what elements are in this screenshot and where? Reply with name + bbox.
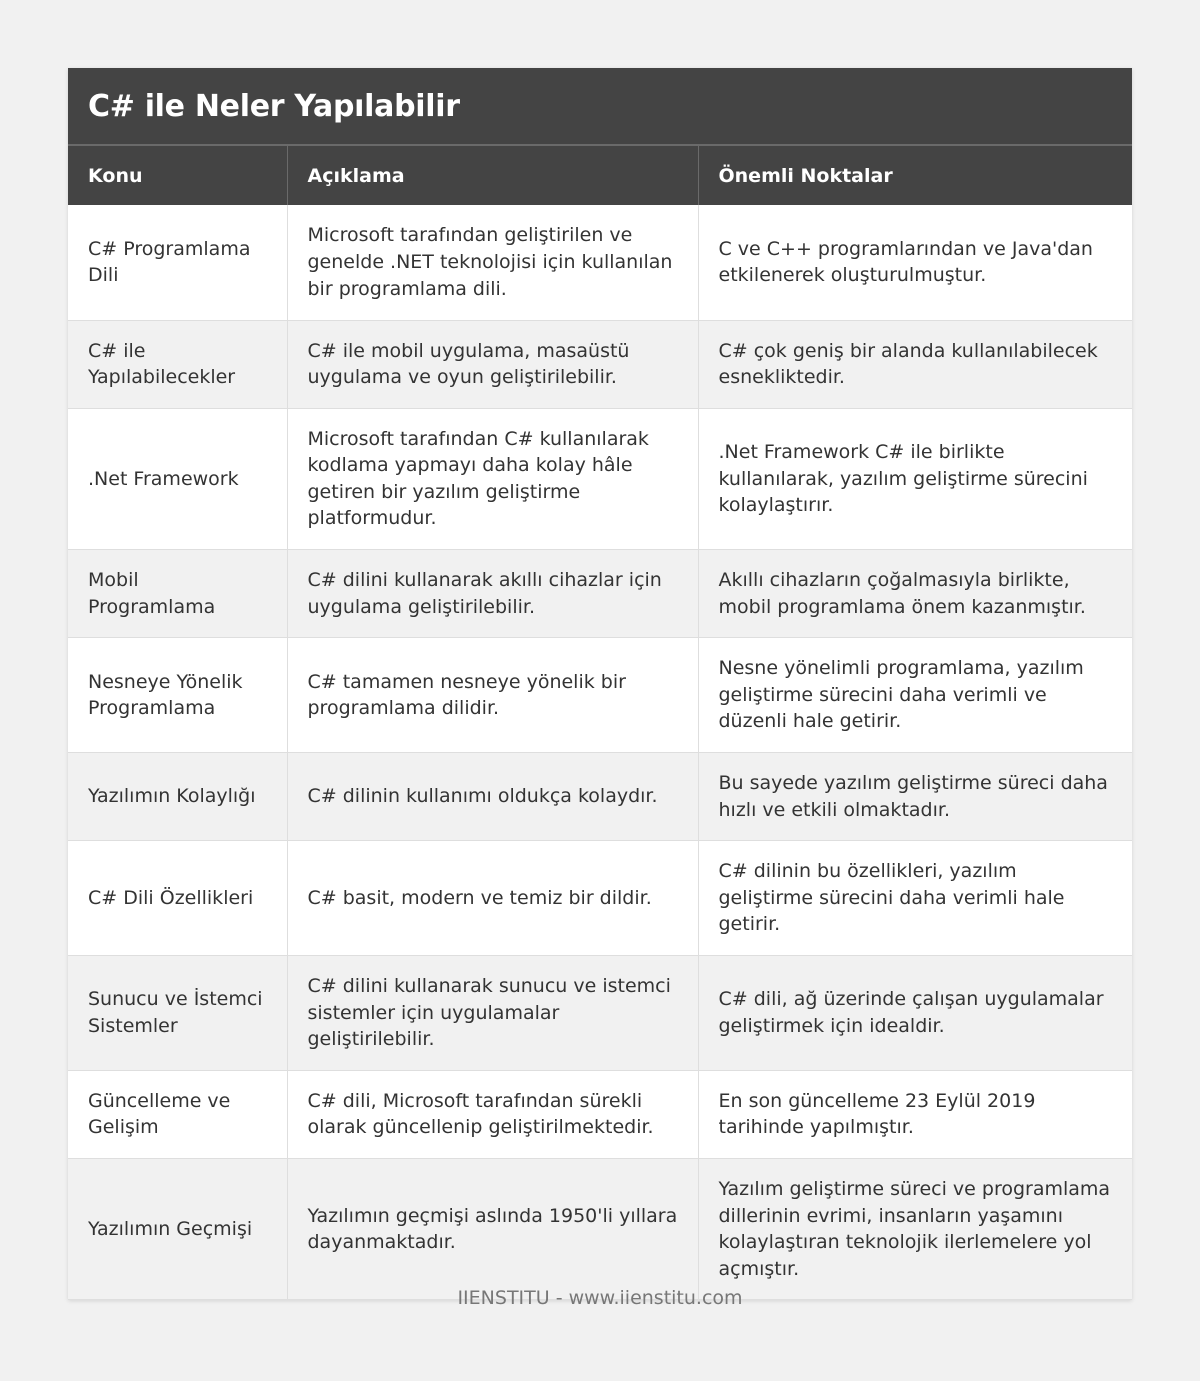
table-row [68,841,1132,956]
table-row [68,638,1132,753]
cell-topic: C# Programlama Dili [68,205,287,320]
cell-notes: C# dili, ağ üzerinde çalışan uygulamalar geliştirmek için idealdir. [698,956,1132,1071]
table-header-row [68,145,1132,205]
cell-notes: Akıllı cihazların çoğalmasıyla birlikte, mobil programlama önem kazanmıştır. [698,550,1132,638]
cell-topic: Sunucu ve İstemci Sistemler [68,956,287,1071]
cell-topic: Yazılımın Kolaylığı [68,753,287,841]
cell-topic: Güncelleme ve Gelişim [68,1070,287,1158]
column-header-description: Açıklama [287,145,698,205]
table-row [68,1158,1132,1299]
table-row [68,320,1132,408]
cell-topic: Mobil Programlama [68,550,287,638]
cell-notes: .Net Framework C# ile birlikte kullanılarak, yazılım geliştirme sürecini kolaylaştırır. [698,408,1132,549]
cell-notes: C# dilinin bu özellikleri, yazılım geliştirme sürecini daha verimli hale getirir. [698,841,1132,956]
cell-notes: C ve C++ programlarından ve Java'dan etkilenerek oluşturulmuştur. [698,205,1132,320]
cell-description: C# dilini kullanarak akıllı cihazlar için uygulama geliştirilebilir. [287,550,698,638]
cell-notes: En son güncelleme 23 Eylül 2019 tarihinde yapılmıştır. [698,1070,1132,1158]
column-header-notes: Önemli Noktalar [698,145,1132,205]
cell-notes: C# çok geniş bir alanda kullanılabilecek esnekliktedir. [698,320,1132,408]
cell-description: C# basit, modern ve temiz bir dildir. [287,841,698,956]
table-row [68,205,1132,320]
cell-notes: Bu sayede yazılım geliştirme süreci daha hızlı ve etkili olmaktadır. [698,753,1132,841]
cell-notes: Yazılım geliştirme süreci ve programlama dillerinin evrimi, insanların yaşamını kolaylaştıran teknolojik ilerlemelere yol açmıştır. [698,1158,1132,1299]
cell-description: C# dilinin kullanımı oldukça kolaydır. [287,753,698,841]
cell-topic: C# Dili Özellikleri [68,841,287,956]
cell-description: Yazılımın geçmişi aslında 1950'li yıllara dayanmaktadır. [287,1158,698,1299]
table-row [68,1070,1132,1158]
cell-topic: .Net Framework [68,408,287,549]
cell-topic: C# ile Yapılabilecekler [68,320,287,408]
info-table [68,144,1132,1300]
table-row [68,956,1132,1071]
cell-notes: Nesne yönelimli programlama, yazılım geliştirme sürecini daha verimli ve düzenli hale getirir. [698,638,1132,753]
cell-description: C# tamamen nesneye yönelik bir programlama dilidir. [287,638,698,753]
page-title: C# ile Neler Yapılabilir [68,68,1132,144]
table-row [68,550,1132,638]
column-header-topic: Konu [68,145,287,205]
table-row [68,753,1132,841]
cell-description: C# dili, Microsoft tarafından sürekli olarak güncellenip geliştirilmektedir. [287,1070,698,1158]
cell-description: Microsoft tarafından C# kullanılarak kodlama yapmayı daha kolay hâle getiren bir yazılım geliştirme platformudur. [287,408,698,549]
cell-description: Microsoft tarafından geliştirilen ve genelde .NET teknolojisi için kullanılan bir programlama dili. [287,205,698,320]
footer-credit: IIENSTITU - www.iienstitu.com [457,1287,743,1309]
content-card [68,68,1132,1300]
table-row [68,408,1132,549]
cell-description: C# ile mobil uygulama, masaüstü uygulama ve oyun geliştirilebilir. [287,320,698,408]
cell-topic: Yazılımın Geçmişi [68,1158,287,1299]
cell-topic: Nesneye Yönelik Programlama [68,638,287,753]
cell-description: C# dilini kullanarak sunucu ve istemci sistemler için uygulamalar geliştirilebilir. [287,956,698,1071]
